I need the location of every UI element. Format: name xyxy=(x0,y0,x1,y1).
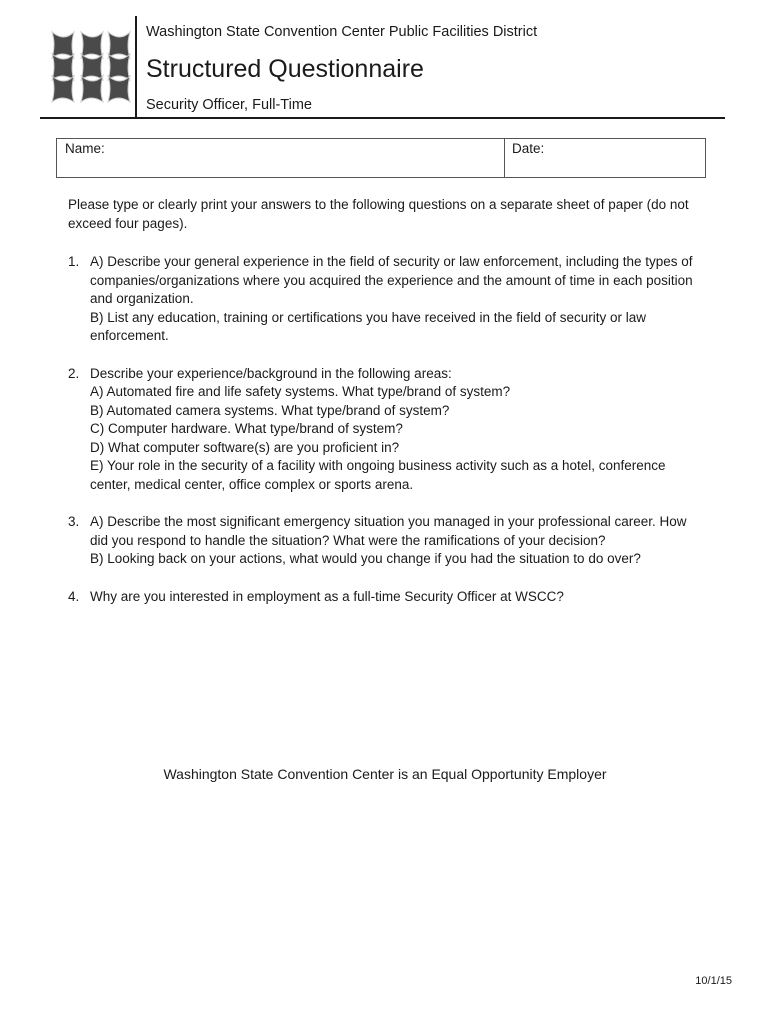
header-divider-vertical xyxy=(135,16,137,118)
question-2 xyxy=(68,365,708,495)
revision-date: 10/1/15 xyxy=(695,975,732,987)
question-3 xyxy=(68,513,708,569)
question-2-part-e: E) Your role in the security of a facility with ongoing business activity such as a hotel, conference center, medical center, office complex or sports arena. xyxy=(90,458,666,492)
date-field[interactable] xyxy=(504,139,705,177)
question-number: 1. xyxy=(68,254,80,269)
equal-opportunity-statement: Washington State Convention Center is an Equal Opportunity Employer xyxy=(163,766,607,782)
question-2-part-b: B) Automated camera systems. What type/brand of system? xyxy=(90,402,450,418)
position-title: Security Officer, Full-Time xyxy=(146,97,312,113)
header-divider-horizontal xyxy=(40,117,725,119)
wscc-logo xyxy=(50,28,132,104)
question-number: 2. xyxy=(68,365,80,381)
question-1-part-b: B) List any education, training or certifications you have received in the field of security or law enforcement. xyxy=(90,309,647,343)
question-3-part-b: B) Looking back on your actions, what would you change if you had the situation to do over? xyxy=(90,551,641,566)
question-number: 3. xyxy=(68,514,80,529)
name-label: Name: xyxy=(65,141,105,156)
question-2-part-a: A) Automated fire and life safety systems. What type/brand of system? xyxy=(90,384,511,399)
question-3-part-a: A) Describe the most significant emergency situation you managed in your professional career. How did you respond to handle the situation? What were the ramifications of your decision? xyxy=(90,514,687,548)
question-number: 4. xyxy=(68,588,80,604)
page-title: Structured Questionnaire xyxy=(146,55,424,83)
question-2-part-d: D) What computer software(s) are you proficient in? xyxy=(90,439,400,455)
question-2-lead: Describe your experience/background in the following areas: xyxy=(90,365,452,381)
date-label: Date: xyxy=(512,141,545,156)
instructions: Please type or clearly print your answers to the following questions on a separate sheet of paper (do not exceed four pages). xyxy=(68,197,689,231)
question-4-text: Why are you interested in employment as a full-time Security Officer at WSCC? xyxy=(90,588,564,604)
question-2-part-c: C) Computer hardware. What type/brand of system? xyxy=(90,421,403,436)
questionnaire-body xyxy=(68,196,708,606)
question-1-part-a: A) Describe your general experience in the field of security or law enforcement, including the types of companies/organizations where you acquired the experience and the amount of time in each position and organization. xyxy=(90,254,693,306)
name-date-box xyxy=(56,138,706,178)
question-4 xyxy=(68,588,708,607)
name-field[interactable] xyxy=(57,139,505,177)
question-1 xyxy=(68,253,708,346)
organization-name: Washington State Convention Center Public Facilities District xyxy=(146,24,538,40)
